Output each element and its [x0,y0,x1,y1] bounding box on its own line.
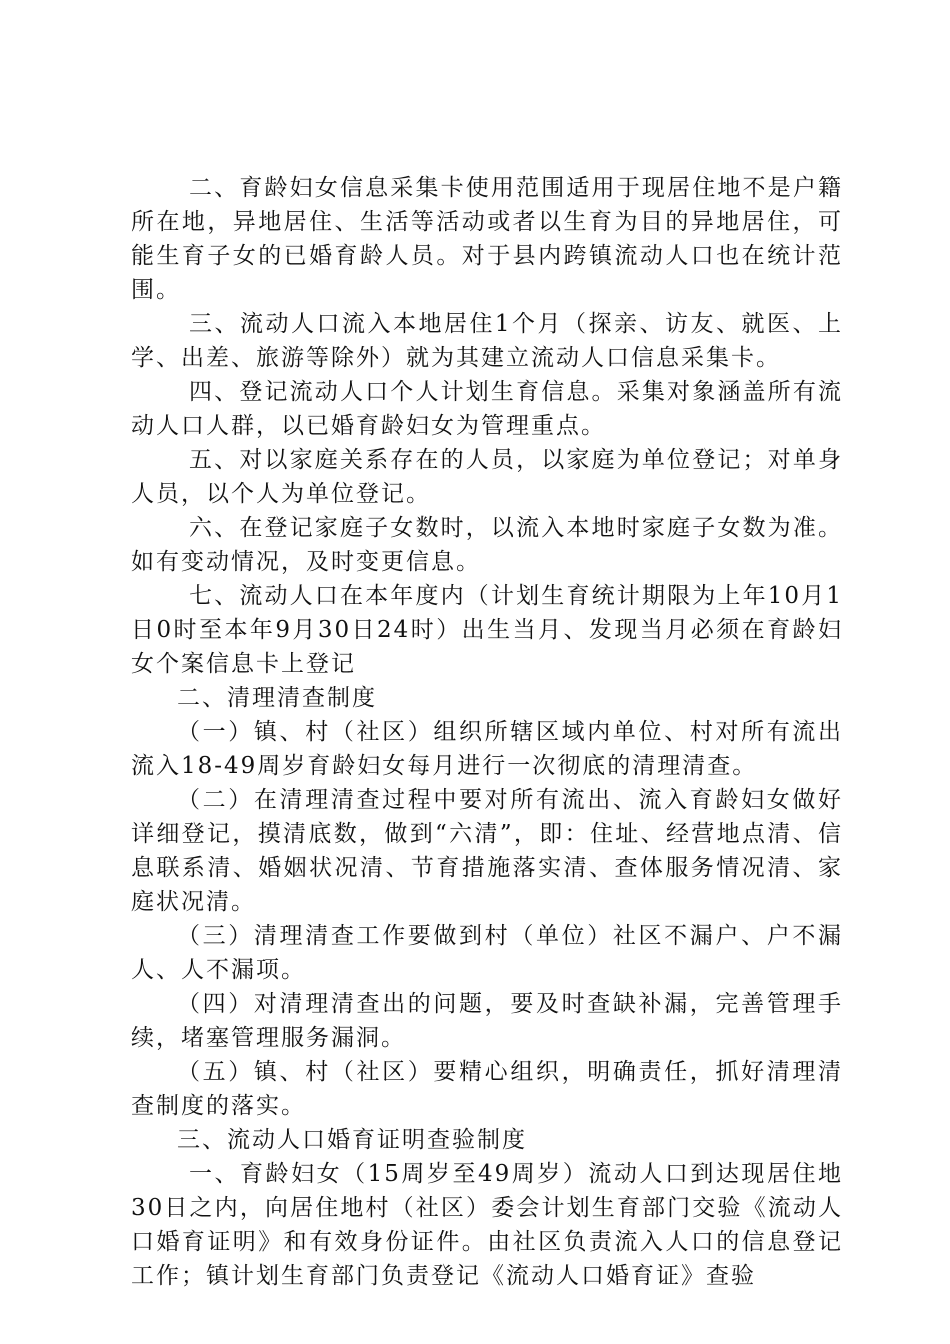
paragraph-certificate-verification-1: 一、育龄妇女（15周岁至49周岁）流动人口到达现居住地30日之内，向居住地村（社区）委会计划生育部门交验《流动人口婚育证明》和有效身份证件。由社区负责流入人口的信息登记工作；镇计划生育部门负责登记《流动人口婚育证》查验 [131,1161,843,1289]
paragraph-info-card-scope: 二、育龄妇女信息采集卡使用范围适用于现居住地不是户籍所在地，异地居住、生活等活动或者以生育为目的异地居住，可能生育子女的已婚育龄人员。对于县内跨镇流动人口也在统计范围。 [131,175,843,303]
section-heading-inspection-system: 二、清理清查制度 [177,685,377,711]
paragraph-inspection-item-2: （二）在清理清查过程中要对所有流出、流入育龄妇女做好详细登记，摸清底数，做到“六清”，即：住址、经营地点清、信息联系清、婚姻状况清、节育措施落实清、查体服务情况清、家庭状况清。 [131,787,843,915]
document-body [131,171,843,1293]
paragraph-inspection-item-4: （四）对清理清查出的问题，要及时查缺补漏，完善管理手续，堵塞管理服务漏洞。 [131,991,843,1051]
paragraph-birth-registration: 七、流动人口在本年度内（计划生育统计期限为上年10月1日0时至本年9月30日24时）出生当月、发现当月必须在育龄妇女个案信息卡上登记 [131,583,843,677]
paragraph-info-card-creation: 三、流动人口流入本地居住1个月（探亲、访友、就医、上学、出差、旅游等除外）就为其建立流动人口信息采集卡。 [131,311,843,371]
paragraph-inspection-item-1: （一）镇、村（社区）组织所辖区域内单位、村对所有流出流入18-49周岁育龄妇女每月进行一次彻底的清理清查。 [131,719,843,779]
section-heading-certificate-verification: 三、流动人口婚育证明查验制度 [177,1127,527,1153]
paragraph-inspection-item-5: （五）镇、村（社区）要精心组织，明确责任，抓好清理清查制度的落实。 [131,1059,843,1119]
paragraph-inspection-item-3: （三）清理清查工作要做到村（单位）社区不漏户、户不漏人、人不漏项。 [131,923,843,983]
paragraph-registration-info: 四、登记流动人口个人计划生育信息。采集对象涵盖所有流动人口人群，以已婚育龄妇女为管理重点。 [131,379,843,439]
paragraph-children-count: 六、在登记家庭子女数时，以流入本地时家庭子女数为准。如有变动情况，及时变更信息。 [131,515,843,575]
paragraph-registration-unit: 五、对以家庭关系存在的人员，以家庭为单位登记；对单身人员，以个人为单位登记。 [131,447,843,507]
